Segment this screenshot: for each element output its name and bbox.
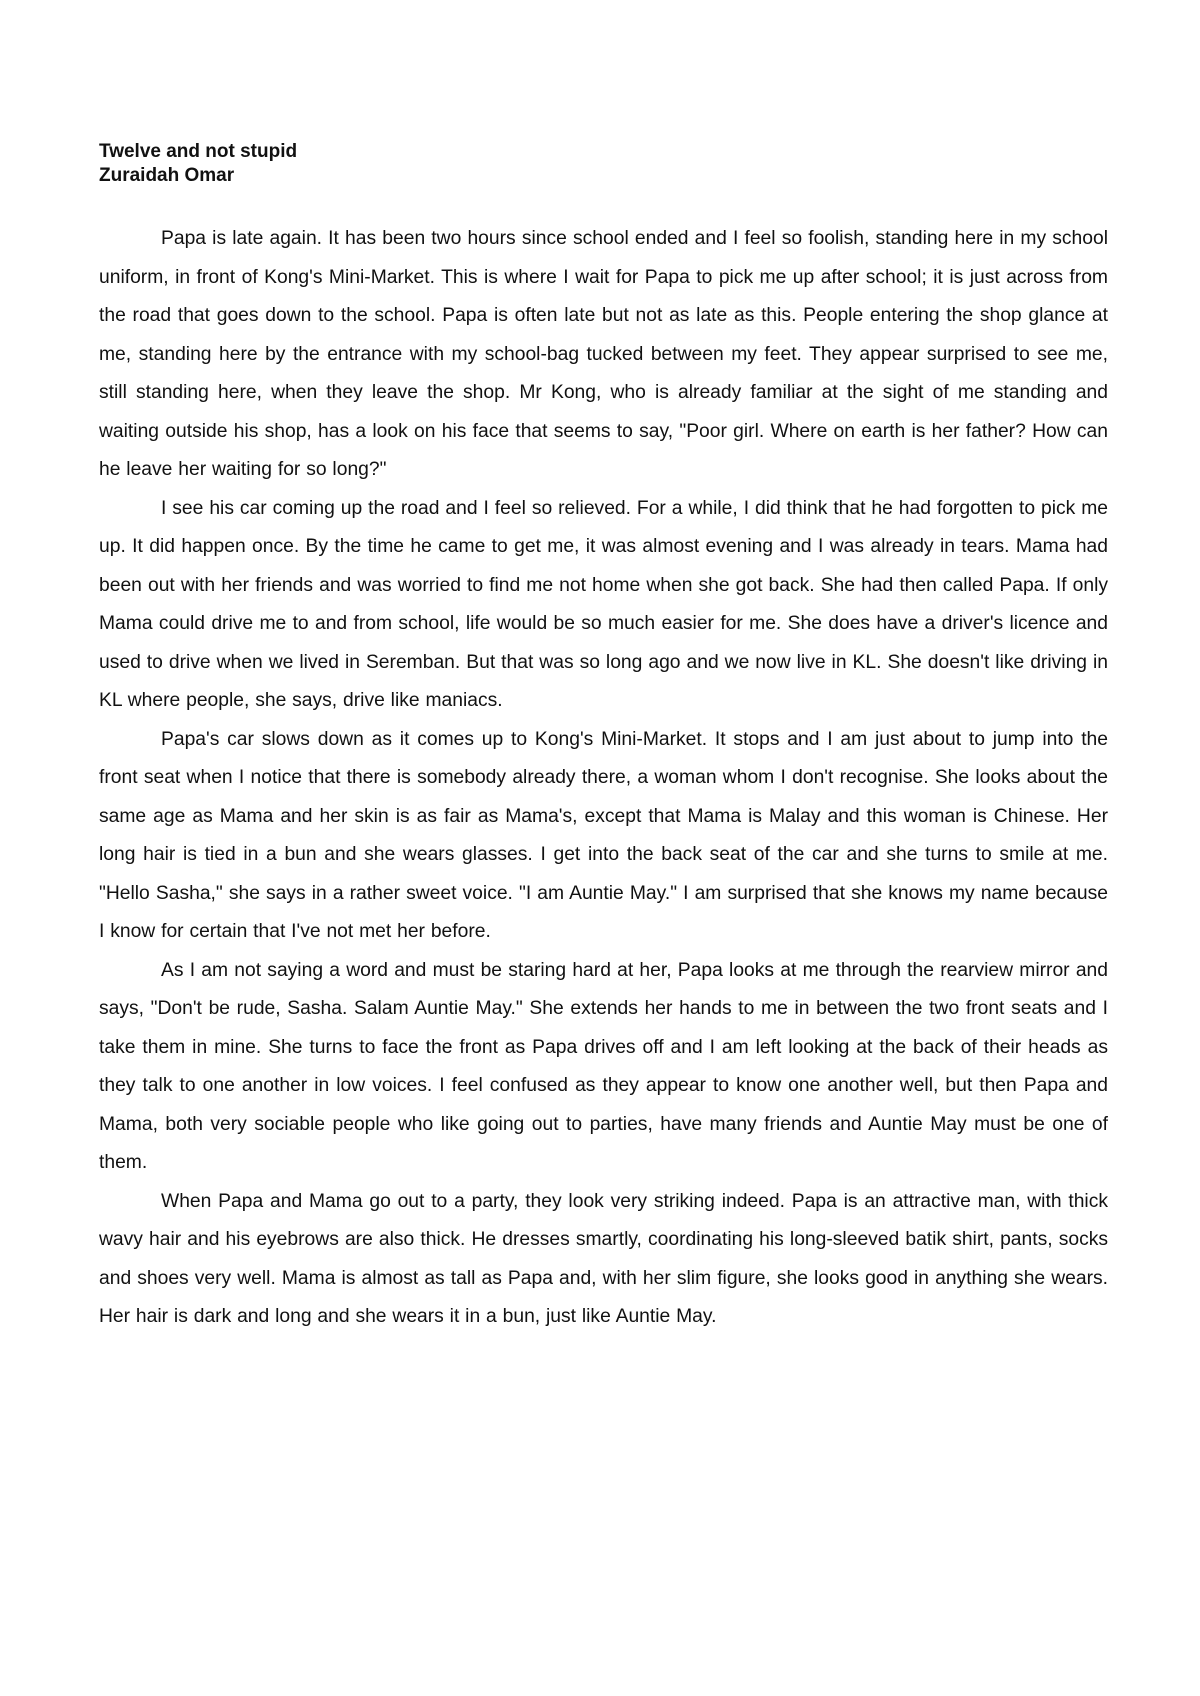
- paragraph-3: Papa's car slows down as it comes up to Kong's Mini-Market. It stops and I am just about to jump into the front seat when I notice that there is somebody already there, a woman whom I don't recognise. She looks about the same age as Mama and her skin is as fair as Mama's, except that Mama is Malay and this woman is Chinese. Her long hair is tied in a bun and she wears glasses. I get into the back seat of the car and she turns to smile at me. "Hello Sasha," she says in a rather sweet voice. "I am Auntie May." I am surprised that she knows my name because I know for certain that I've not met her before.: [99, 728, 1108, 942]
- story-title: Twelve and not stupid: [99, 141, 298, 162]
- spacer: [99, 188, 1108, 220]
- paragraph-5: When Papa and Mama go out to a party, they look very striking indeed. Papa is an attractive man, with thick wavy hair and his eyebrows are also thick. He dresses smartly, coordinating his long-sleeved batik shirt, pants, socks and shoes very well. Mama is almost as tall as Papa and, with her slim figure, she looks good in anything she wears. Her hair is dark and long and she wears it in a bun, just like Auntie May.: [99, 1190, 1108, 1327]
- story-author: Zuraidah Omar: [99, 165, 235, 186]
- document-body: [99, 140, 1108, 1337]
- paragraph-2: I see his car coming up the road and I feel so relieved. For a while, I did think that he had forgotten to pick me up. It did happen once. By the time he came to get me, it was almost evening and I was already in tears. Mama had been out with her friends and was worried to find me not home when she got back. She had then called Papa. If only Mama could drive me to and from school, life would be so much easier for me. She does have a driver's licence and used to drive when we lived in Seremban. But that was so long ago and we now live in KL. She doesn't like driving in KL where people, she says, drive like maniacs.: [99, 497, 1108, 711]
- paragraph-1: Papa is late again. It has been two hours since school ended and I feel so foolish, standing here in my school uniform, in front of Kong's Mini-Market. This is where I wait for Papa to pick me up after school; it is just across from the road that goes down to the school. Papa is often late but not as late as this. People entering the shop glance at me, standing here by the entrance with my school-bag tucked between my feet. They appear surprised to see me, still standing here, when they leave the shop. Mr Kong, who is already familiar at the sight of me standing and waiting outside his shop, has a look on his face that seems to say, "Poor girl. Where on earth is her father? How can he leave her waiting for so long?": [99, 228, 1108, 480]
- paragraph-4: As I am not saying a word and must be staring hard at her, Papa looks at me through the rearview mirror and says, "Don't be rude, Sasha. Salam Auntie May." She extends her hands to me in between the two front seats and I take them in mine. She turns to face the front as Papa drives off and I am left looking at the back of their heads as they talk to one another in low voices. I feel confused as they appear to know one another well, but then Papa and Mama, both very sociable people who like going out to parties, have many friends and Auntie May must be one of them.: [99, 959, 1108, 1173]
